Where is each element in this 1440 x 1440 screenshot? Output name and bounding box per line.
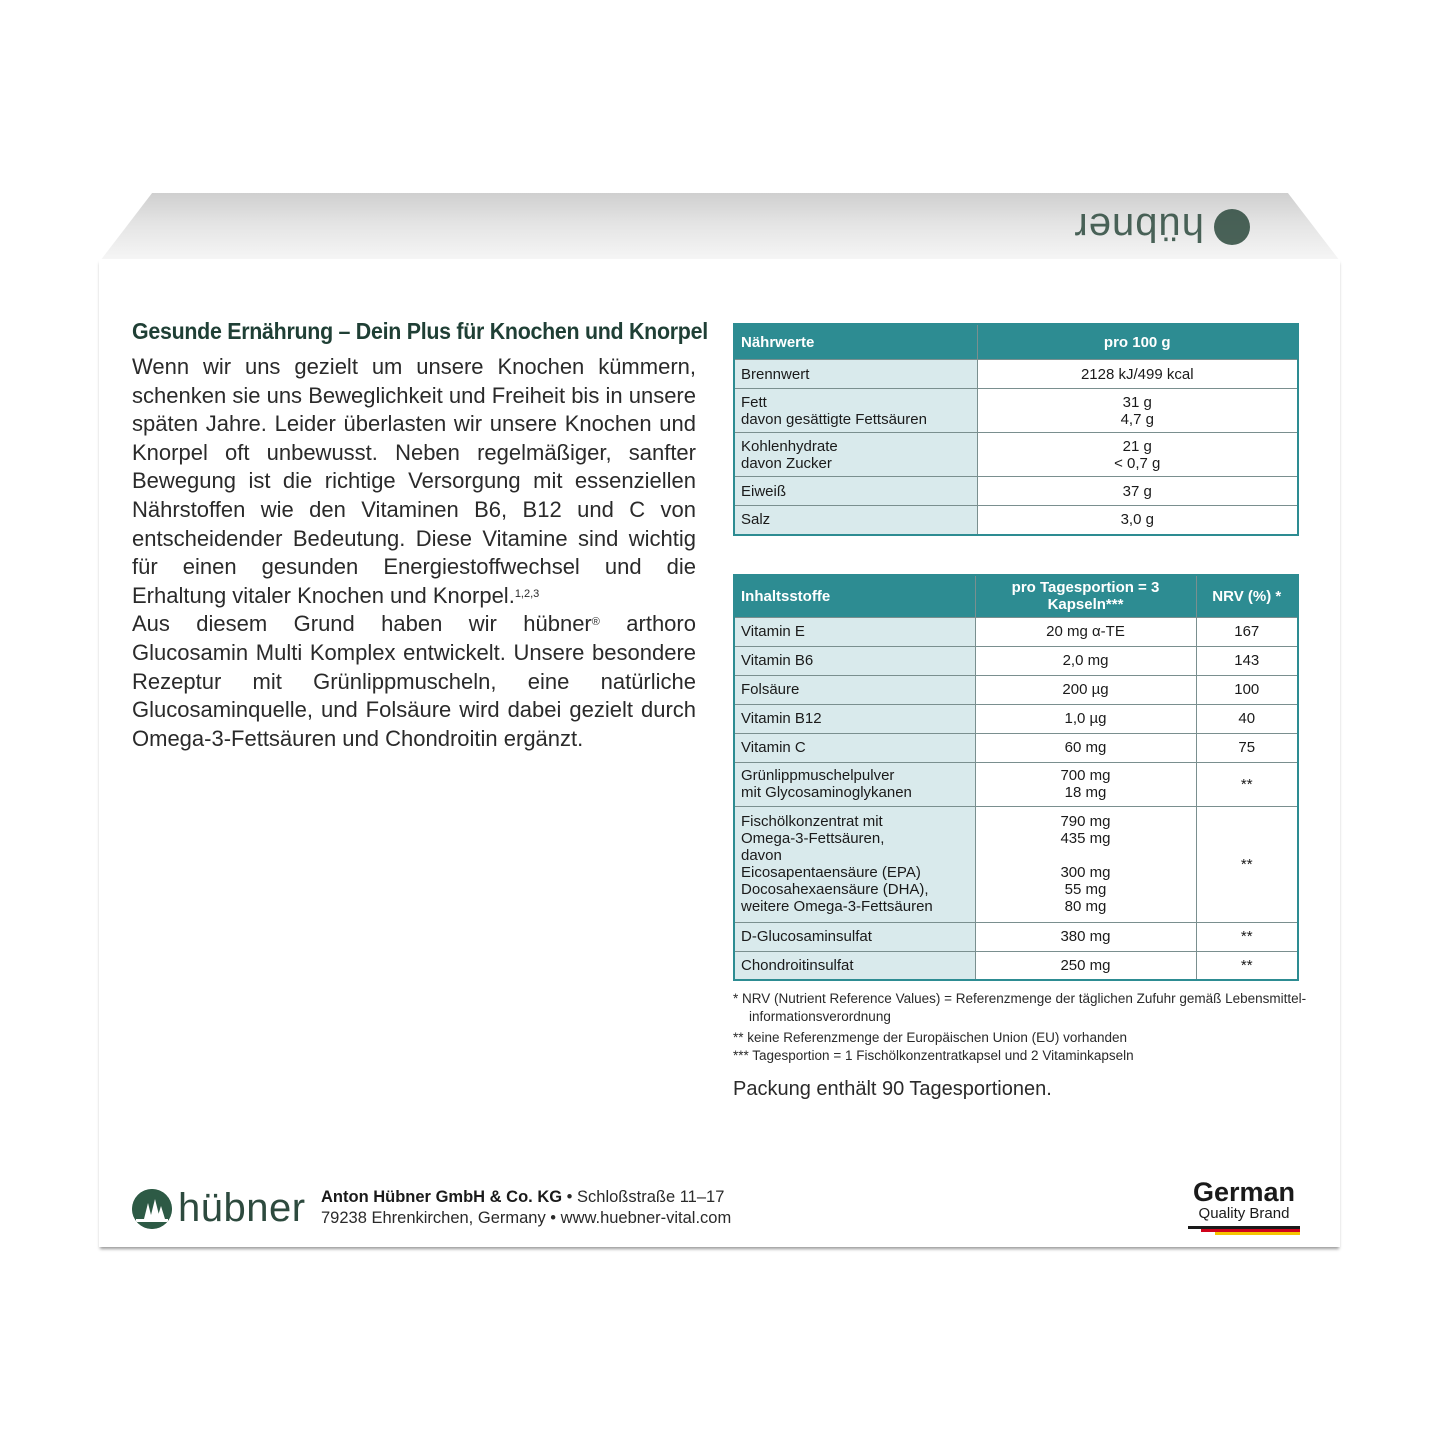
ingredient-label-line: mit Glycosaminoglykanen bbox=[741, 784, 912, 801]
ingredient-nrv: ** bbox=[1196, 806, 1298, 922]
ingredient-value bbox=[975, 762, 1196, 806]
ingredients-header-label: Inhaltsstoffe bbox=[734, 575, 975, 617]
nutrition-header-label: Nährwerte bbox=[734, 324, 977, 360]
ingredient-label-line: Omega-3-Fettsäuren, bbox=[741, 830, 885, 847]
ingredient-value: 20 mg α-TE bbox=[975, 617, 1196, 646]
ingredient-value-line: 55 mg bbox=[1064, 881, 1107, 898]
ingredient-nrv: 167 bbox=[1196, 617, 1298, 646]
ingredient-value-line: 300 mg bbox=[1060, 864, 1111, 881]
intro-paragraph-1 bbox=[132, 353, 696, 610]
nutrition-label: Salz bbox=[734, 506, 977, 535]
ingredient-nrv: 75 bbox=[1196, 733, 1298, 762]
nutrition-label-main: Kohlenhydrate bbox=[741, 437, 838, 455]
footnotes bbox=[733, 990, 1307, 1065]
nutrition-label-sub: davon gesättigte Fettsäuren bbox=[741, 410, 927, 428]
ingredient-value-line: 700 mg bbox=[1060, 767, 1111, 784]
ingredient-nrv: 143 bbox=[1196, 646, 1298, 675]
ingredient-label: Vitamin B12 bbox=[734, 704, 975, 733]
company-address bbox=[321, 1187, 731, 1229]
ingredient-label: Vitamin C bbox=[734, 733, 975, 762]
ingredient-nrv: ** bbox=[1196, 762, 1298, 806]
nutrition-label bbox=[734, 389, 977, 433]
nutrition-value-main: 31 g bbox=[1122, 393, 1152, 411]
table-row bbox=[734, 646, 1298, 675]
top-brand-logo bbox=[910, 205, 1250, 249]
ingredient-value-line: 80 mg bbox=[1064, 898, 1107, 915]
address-line-2: 79238 Ehrenkirchen, Germany • www.huebner-vital.com bbox=[321, 1209, 732, 1227]
nutrition-value-main: 21 g bbox=[1122, 437, 1152, 455]
footnote-no-reference: ** keine Referenzmenge der Europäischen Union (EU) vorhanden bbox=[733, 1030, 1127, 1045]
ingredient-nrv: 40 bbox=[1196, 704, 1298, 733]
ingredient-label-line: Fischölkonzentrat mit bbox=[741, 813, 883, 830]
ingredient-label-line: weitere Omega-3-Fettsäuren bbox=[741, 898, 933, 915]
ingredient-label: Chondroitinsulfat bbox=[734, 951, 975, 980]
nutrition-label: Eiweiß bbox=[734, 477, 977, 506]
table-row bbox=[734, 506, 1298, 535]
nutrition-value-sub: < 0,7 g bbox=[1114, 454, 1161, 472]
table-row bbox=[734, 617, 1298, 646]
ingredients-header-nrv: NRV (%) * bbox=[1196, 575, 1298, 617]
intro-paragraph-2-pre: Aus diesem Grund haben wir hübner bbox=[132, 611, 592, 637]
intro-paragraph-2-post: arthoro Glucosamin Multi Komplex entwickelt. Unsere besondere Rezeptur mit Grünlippmuscheln, eine natürliche Glucosaminquelle, und Folsäure wird dabei gezielt durch Omega-3-Fettsäuren und Chondroitin ergänzt. bbox=[132, 611, 696, 751]
ingredient-value-line: 790 mg bbox=[1060, 813, 1111, 830]
ingredient-label bbox=[734, 806, 975, 922]
intro-paragraph-2 bbox=[132, 610, 696, 753]
top-brand-word: hübner bbox=[1073, 205, 1204, 250]
nutrition-value bbox=[977, 433, 1298, 477]
registered-mark: ® bbox=[591, 616, 600, 629]
table-row bbox=[734, 675, 1298, 704]
ingredient-label-line: Docosahexaensäure (DHA), bbox=[741, 881, 929, 898]
ingredient-value: 60 mg bbox=[975, 733, 1196, 762]
nutrition-label-main: Fett bbox=[741, 393, 767, 411]
ingredient-label: D-Glucosaminsulfat bbox=[734, 922, 975, 951]
ingredient-nrv: ** bbox=[1196, 922, 1298, 951]
ingredient-value-line: 435 mg bbox=[1060, 830, 1111, 847]
ingredient-value bbox=[975, 806, 1196, 922]
table-row bbox=[734, 389, 1298, 433]
seal-line-2: Quality Brand bbox=[1198, 1205, 1290, 1222]
ingredient-value-spacer bbox=[982, 847, 1190, 864]
table-row bbox=[734, 704, 1298, 733]
tree-emblem-icon bbox=[1214, 209, 1250, 245]
ingredient-label: Folsäure bbox=[734, 675, 975, 704]
ingredients-header-portion: pro Tagesportion = 3 Kapseln*** bbox=[975, 575, 1196, 617]
table-row bbox=[734, 477, 1298, 506]
nutrition-value bbox=[977, 389, 1298, 433]
tree-emblem-icon bbox=[132, 1189, 172, 1229]
ingredient-nrv: ** bbox=[1196, 951, 1298, 980]
company-street: • Schloßstraße 11–17 bbox=[562, 1188, 725, 1206]
nutrition-value: 37 g bbox=[977, 477, 1298, 506]
ingredient-label bbox=[734, 762, 975, 806]
ingredient-label-line: davon bbox=[741, 847, 782, 864]
ingredient-label: Vitamin B6 bbox=[734, 646, 975, 675]
table-row bbox=[734, 951, 1298, 980]
intro-section bbox=[132, 318, 708, 753]
brand-logo bbox=[132, 1186, 306, 1231]
ingredient-value: 200 µg bbox=[975, 675, 1196, 704]
company-name: Anton Hübner GmbH & Co. KG bbox=[321, 1188, 563, 1206]
footnote-nrv-cont: informationsverordnung bbox=[749, 1009, 891, 1024]
ingredient-value: 1,0 µg bbox=[975, 704, 1196, 733]
ingredients-header-row bbox=[734, 575, 1298, 617]
german-quality-brand-seal bbox=[1188, 1178, 1300, 1234]
ingredient-label: Vitamin E bbox=[734, 617, 975, 646]
ingredient-value-line: 18 mg bbox=[1064, 784, 1107, 801]
brand-wordmark: hübner bbox=[178, 1186, 306, 1230]
nutrition-label-sub: davon Zucker bbox=[741, 454, 832, 472]
nutrition-label bbox=[734, 433, 977, 477]
table-row bbox=[734, 922, 1298, 951]
nutrition-header-value: pro 100 g bbox=[977, 324, 1298, 360]
table-row bbox=[734, 733, 1298, 762]
footnote-portion: *** Tagesportion = 1 Fischölkonzentratkapsel und 2 Vitaminkapseln bbox=[733, 1048, 1134, 1063]
nutrition-header-row bbox=[734, 324, 1298, 360]
nutrition-value: 2128 kJ/499 kcal bbox=[977, 360, 1298, 389]
ingredient-nrv: 100 bbox=[1196, 675, 1298, 704]
seal-line-1: German bbox=[1192, 1177, 1296, 1207]
nutrition-value: 3,0 g bbox=[977, 506, 1298, 535]
ingredients-table bbox=[733, 574, 1299, 981]
nutrition-table bbox=[733, 323, 1299, 536]
nutrition-label: Brennwert bbox=[734, 360, 977, 389]
references: 1,2,3 bbox=[514, 587, 540, 600]
table-row bbox=[734, 806, 1298, 922]
ingredient-label-line: Eicosapentaensäure (EPA) bbox=[741, 864, 921, 881]
german-flag-stripes-icon bbox=[1188, 1226, 1300, 1234]
table-row bbox=[734, 762, 1298, 806]
nutrition-value-sub: 4,7 g bbox=[1120, 410, 1154, 428]
ingredient-label-line: Grünlippmuschelpulver bbox=[741, 767, 895, 784]
table-row bbox=[734, 360, 1298, 389]
ingredient-value: 250 mg bbox=[975, 951, 1196, 980]
address-line-1 bbox=[321, 1187, 731, 1208]
headline: Gesunde Ernährung – Dein Plus für Knochen und Knorpel bbox=[132, 318, 708, 344]
table-row bbox=[734, 433, 1298, 477]
ingredient-value: 2,0 mg bbox=[975, 646, 1196, 675]
package-note: Packung enthält 90 Tagesportionen. bbox=[733, 1078, 1052, 1100]
ingredient-value: 380 mg bbox=[975, 922, 1196, 951]
intro-paragraph-1-text: Wenn wir uns gezielt um unsere Knochen kümmern, schenken sie uns Beweglichkeit und Freiheit bis in unsere späten Jahre. Leider überlasten wir unsere Knochen und Knorpel oft unbewusst. Neben regelmäßiger, sanfter Bewegung ist die richtige Versorgung mit essenziellen Nährstoffen wie den Vitaminen B6, B12 und C von entscheidender Bedeutung. Diese Vitamine sind wichtig für einen gesunden Energiestoffwechsel und die Erhaltung vitaler Knochen und Knorpel. bbox=[132, 354, 696, 608]
footnote-nrv: * NRV (Nutrient Reference Values) = Referenzmenge der täglichen Zufuhr gemäß Lebensmittel- bbox=[733, 991, 1307, 1006]
